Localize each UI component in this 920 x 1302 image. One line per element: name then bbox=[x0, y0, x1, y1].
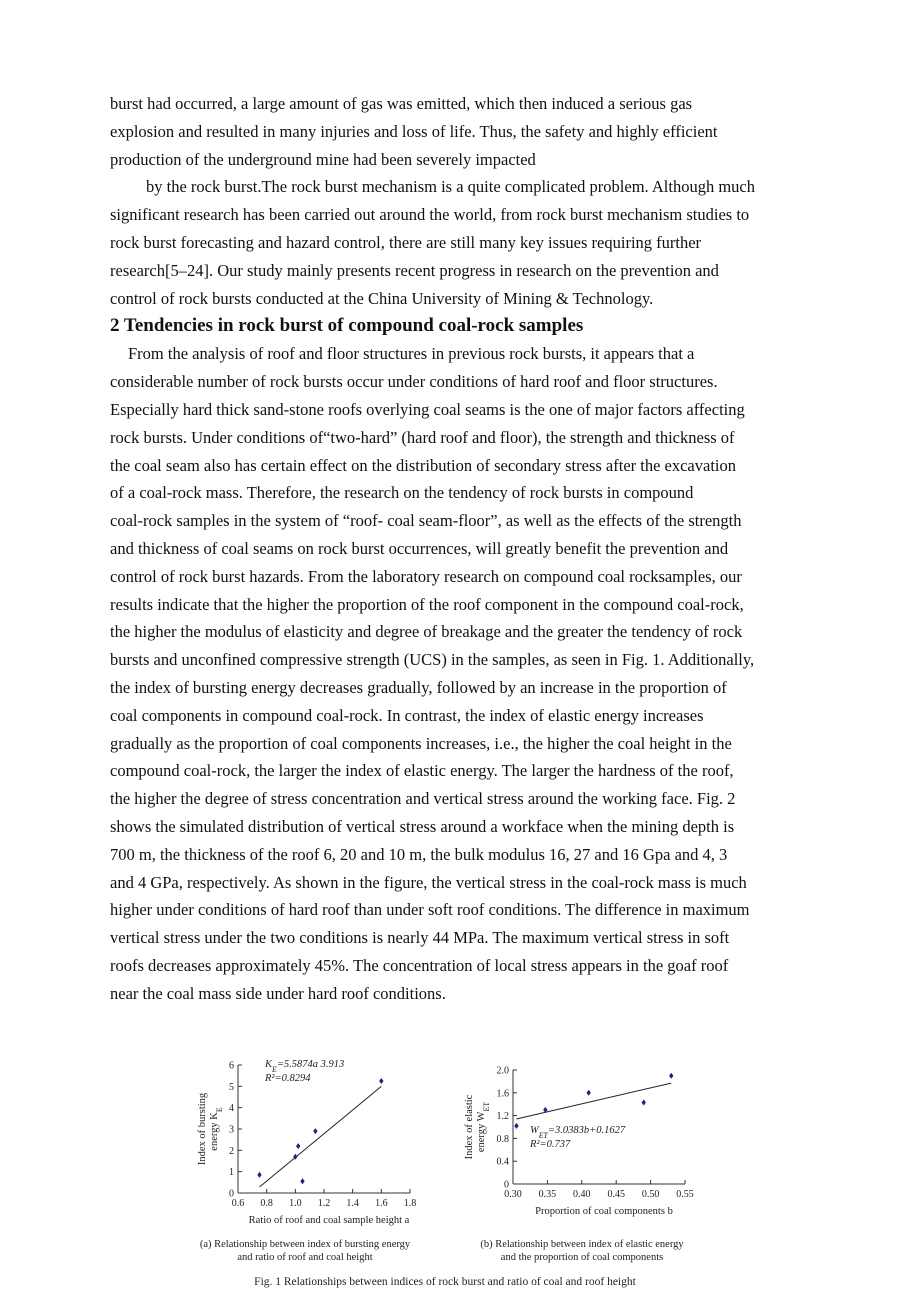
figure-caption: Fig. 1 Relationships between indices of rock burst and ratio of coal and roof height bbox=[254, 1276, 636, 1288]
x-tick-label: 1.2 bbox=[317, 1198, 331, 1209]
data-point bbox=[669, 1073, 673, 1079]
y-axis-label: energy $K_E$ bbox=[209, 1107, 224, 1151]
text-line: From the analysis of roof and floor structures in previous rock bursts, it appears that a bbox=[128, 344, 695, 364]
text-line: rock burst forecasting and hazard control, there are still many key issues requiring further bbox=[110, 232, 702, 252]
text-line: near the coal mass side under hard roof conditions. bbox=[110, 983, 446, 1003]
fit-equation: R²=0.8294 bbox=[265, 1073, 311, 1084]
data-point bbox=[379, 1078, 383, 1084]
data-point bbox=[257, 1172, 261, 1178]
text-line: compound coal-rock, the larger the index of elastic energy. The larger the hardness of the roof, bbox=[110, 761, 734, 781]
y-tick-label: 1.2 bbox=[496, 1111, 509, 1123]
chart-b bbox=[464, 1066, 694, 1218]
section-heading: 2 Tendencies in rock burst of compound coal-rock samples bbox=[110, 315, 584, 337]
x-tick-label: 0.6 bbox=[231, 1198, 245, 1209]
text-line: considerable number of rock bursts occur under conditions of hard roof and floor structures. bbox=[110, 372, 718, 392]
y-tick-label: 6 bbox=[229, 1060, 234, 1072]
x-tick-label: 0.35 bbox=[538, 1189, 557, 1200]
y-tick-label: 5 bbox=[229, 1081, 234, 1093]
x-tick-label: 0.40 bbox=[573, 1189, 591, 1200]
y-tick-label: 4 bbox=[229, 1103, 234, 1115]
text-line: results indicate that the higher the proportion of the roof component in the compound coal-rock, bbox=[110, 594, 744, 614]
text-line: gradually as the proportion of coal components increases, i.e., the higher the coal height in the bbox=[110, 733, 732, 753]
fit-equation: $K_E=5.5874a$ 3.913 bbox=[265, 1059, 345, 1074]
data-point bbox=[514, 1123, 518, 1129]
y-tick-label: 0.8 bbox=[496, 1133, 509, 1145]
data-point bbox=[296, 1143, 300, 1149]
text-line: Especially hard thick sand-stone roofs overlying coal seams is the one of major factors affecting bbox=[110, 399, 745, 419]
text-line: 700 m, the thickness of the roof 6, 20 and 10 m, the bulk modulus 16, 27 and 16 Gpa and 4, 3 bbox=[110, 844, 728, 864]
data-point bbox=[642, 1099, 646, 1105]
text-line: burst had occurred, a large amount of gas was emitted, which then induced a serious gas bbox=[110, 94, 693, 113]
x-tick-label: 1.6 bbox=[375, 1198, 388, 1209]
text-line: production of the underground mine had been severely impacted bbox=[110, 149, 536, 169]
y-tick-label: 1 bbox=[229, 1167, 234, 1179]
fit-line bbox=[516, 1083, 671, 1119]
x-tick-label: 0.45 bbox=[607, 1189, 625, 1200]
y-tick-label: 0.4 bbox=[496, 1156, 509, 1168]
x-axis-label: Proportion of coal components b bbox=[535, 1206, 673, 1217]
text-line: coal-rock samples in the system of “roof- coal seam-floor”, as well as the effects of the strength bbox=[110, 511, 742, 531]
text-line: shows the simulated distribution of vertical stress around a workface when the mining depth is bbox=[110, 816, 735, 836]
y-tick-label: 2 bbox=[229, 1145, 234, 1157]
text-line: higher under conditions of hard roof than under soft roof conditions. The difference in maximum bbox=[110, 900, 750, 920]
panel-b-caption-line-2: and the proportion of coal components bbox=[500, 1252, 664, 1263]
y-tick-label: 3 bbox=[229, 1124, 234, 1136]
x-axis-label: Ratio of roof and coal sample height a bbox=[248, 1215, 410, 1226]
x-tick-label: 1.0 bbox=[289, 1198, 302, 1209]
text-line: the index of bursting energy decreases gradually, followed by an increase in the proportion of bbox=[110, 677, 727, 697]
fit-equation: $W_{ET}=3.0383b+0.1627$ bbox=[530, 1125, 626, 1140]
x-tick-label: 0.50 bbox=[641, 1189, 660, 1200]
text-line: coal components in compound coal-rock. In contrast, the index of elastic energy increases bbox=[110, 705, 704, 725]
panel-a-caption-line-2: and ratio of roof and coal height bbox=[237, 1252, 373, 1263]
paragraph-1 bbox=[110, 90, 840, 173]
text-line: explosion and resulted in many injuries and loss of life. Thus, the safety and highly efficient bbox=[110, 121, 718, 141]
paragraph-3 bbox=[110, 340, 840, 1007]
figure-1-svg bbox=[190, 1050, 710, 1295]
text-line: the higher the degree of stress concentration and vertical stress around the working face. Fig. 2 bbox=[110, 789, 736, 809]
x-tick-label: 1.8 bbox=[403, 1198, 417, 1209]
text-line: research[5–24]. Our study mainly presents recent progress in research on the prevention and bbox=[110, 260, 719, 280]
y-tick-label: 0 bbox=[229, 1188, 234, 1200]
text-line: the coal seam also has certain effect on the distribution of secondary stress after the excavation bbox=[110, 455, 737, 475]
text-line: and thickness of coal seams on rock burst occurrences, will greatly benefit the prevention and bbox=[110, 538, 729, 558]
paragraph-2 bbox=[110, 173, 840, 312]
text-line: significant research has been carried out around the world, from rock burst mechanism studies to bbox=[110, 205, 750, 225]
x-tick-label: 0.30 bbox=[504, 1189, 522, 1200]
figure-1 bbox=[190, 1050, 710, 1295]
text-line: control of rock bursts conducted at the China University of Mining & Technology. bbox=[110, 288, 654, 308]
panel-a-caption-line-1: (a) Relationship between index of bursting energy bbox=[199, 1239, 411, 1250]
y-axis-label: Index of elastic bbox=[464, 1094, 475, 1160]
x-tick-label: 1.4 bbox=[346, 1198, 359, 1209]
data-point bbox=[586, 1090, 590, 1096]
fit-line bbox=[260, 1086, 382, 1187]
text-line: by the rock burst.The rock burst mechanism is a quite complicated problem. Although much bbox=[146, 177, 755, 197]
text-line: the higher the modulus of elasticity and degree of breakage and the greater the tendency of rock bbox=[110, 622, 743, 642]
body-text bbox=[110, 90, 840, 1008]
text-line: vertical stress under the two conditions is nearly 44 MPa. The maximum vertical stress in soft bbox=[110, 928, 730, 948]
text-line: of a coal-rock mass. Therefore, the research on the tendency of rock bursts in compound bbox=[110, 483, 694, 503]
text-line: roofs decreases approximately 45%. The concentration of local stress appears in the goaf roof bbox=[110, 955, 729, 975]
panel-b-caption-line-1: (b) Relationship between index of elastic energy bbox=[480, 1239, 684, 1250]
x-tick-label: 0.8 bbox=[260, 1198, 273, 1209]
text-line: rock bursts. Under conditions of“two-hard” (hard roof and floor), the strength and thickness of bbox=[110, 427, 735, 447]
text-line: control of rock burst hazards. From the laboratory research on compound coal rocksamples, our bbox=[110, 566, 742, 586]
chart-a bbox=[197, 1059, 416, 1226]
y-tick-label: 2.0 bbox=[496, 1065, 509, 1077]
y-axis-label: Index of bursting bbox=[197, 1092, 208, 1166]
data-point bbox=[300, 1178, 304, 1184]
data-point bbox=[313, 1128, 317, 1134]
x-tick-label: 0.55 bbox=[676, 1189, 694, 1200]
y-axis-label: energy $W_{ET}$ bbox=[476, 1101, 491, 1153]
text-line: and 4 GPa, respectively. As shown in the figure, the vertical stress in the coal-rock mass is much bbox=[110, 872, 747, 892]
y-tick-label: 1.6 bbox=[496, 1088, 509, 1100]
text-line: bursts and unconfined compressive strength (UCS) in the samples, as seen in Fig. 1. Additionally, bbox=[110, 650, 755, 670]
fit-equation: R²=0.737 bbox=[530, 1139, 571, 1150]
y-tick-label: 0 bbox=[504, 1179, 509, 1191]
